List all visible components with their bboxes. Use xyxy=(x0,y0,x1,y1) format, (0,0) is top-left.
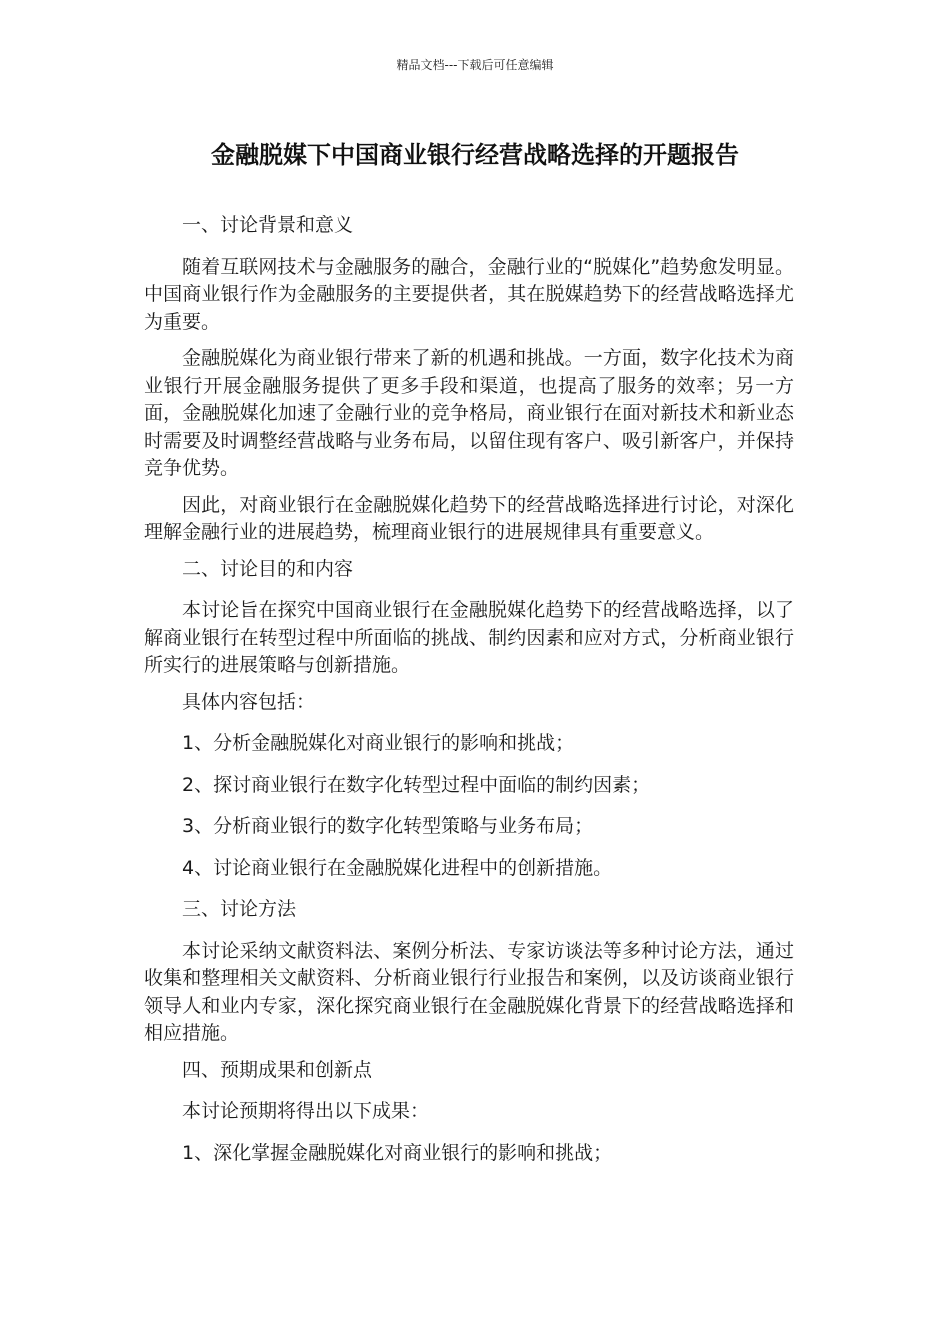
body-paragraph: 本讨论采纳文献资料法、案例分析法、专家访谈法等多种讨论方法，通过收集和整理相关文献资料、分析商业银行行业报告和案例，以及访谈商业银行领导人和业内专家，深化探究商业银行在金融脱媒化背景下的经营战略选择和相应措施。 xyxy=(144,939,794,1044)
body-paragraph: 金融脱媒化为商业银行带来了新的机遇和挑战。一方面，数字化技术为商业银行开展金融服务提供了更多手段和渠道，也提高了服务的效率；另一方面，金融脱媒化加速了金融行业的竞争格局，商业银行在面对新技术和新业态时需要及时调整经营战略与业务布局，以留住现有客户、吸引新客户，并保持竞争优势。 xyxy=(144,347,794,479)
list-item: 1、深化掌握金融脱媒化对商业银行的影响和挑战； xyxy=(182,1141,613,1164)
section-heading-1: 一、讨论背景和意义 xyxy=(182,214,354,236)
section-heading-2: 二、讨论目的和内容 xyxy=(182,557,354,580)
document-title: 金融脱媒下中国商业银行经营战略选择的开题报告 xyxy=(211,141,739,169)
document-body xyxy=(144,212,794,1181)
body-paragraph: 随着互联网技术与金融服务的融合，金融行业的“脱媒化”趋势愈发明显。中国商业银行作为金融服务的主要提供者，其在脱媒趋势下的经营战略选择尤为重要。 xyxy=(144,255,794,333)
list-intro: 具体内容包括： xyxy=(182,690,316,713)
page-header: 精品文档---下载后可任意编辑 xyxy=(396,58,554,72)
section-heading-3: 三、讨论方法 xyxy=(182,898,297,920)
list-item: 4、讨论商业银行在金融脱媒化进程中的创新措施。 xyxy=(182,856,613,879)
list-item: 2、探讨商业银行在数字化转型过程中面临的制约因素； xyxy=(182,773,651,796)
list-intro: 本讨论预期将得出以下成果： xyxy=(182,1100,430,1122)
body-paragraph: 本讨论旨在探究中国商业银行在金融脱媒化趋势下的经营战略选择，以了解商业银行在转型过程中所面临的挑战、制约因素和应对方式，分析商业银行所实行的进展策略与创新措施。 xyxy=(144,599,794,676)
body-paragraph: 因此，对商业银行在金融脱媒化趋势下的经营战略选择进行讨论，对深化理解金融行业的进展趋势，梳理商业银行的进展规律具有重要意义。 xyxy=(144,493,794,543)
section-heading-4: 四、预期成果和创新点 xyxy=(182,1058,373,1081)
list-item: 3、分析商业银行的数字化转型策略与业务布局； xyxy=(182,815,594,837)
list-item: 1、分析金融脱媒化对商业银行的影响和挑战； xyxy=(182,732,575,754)
